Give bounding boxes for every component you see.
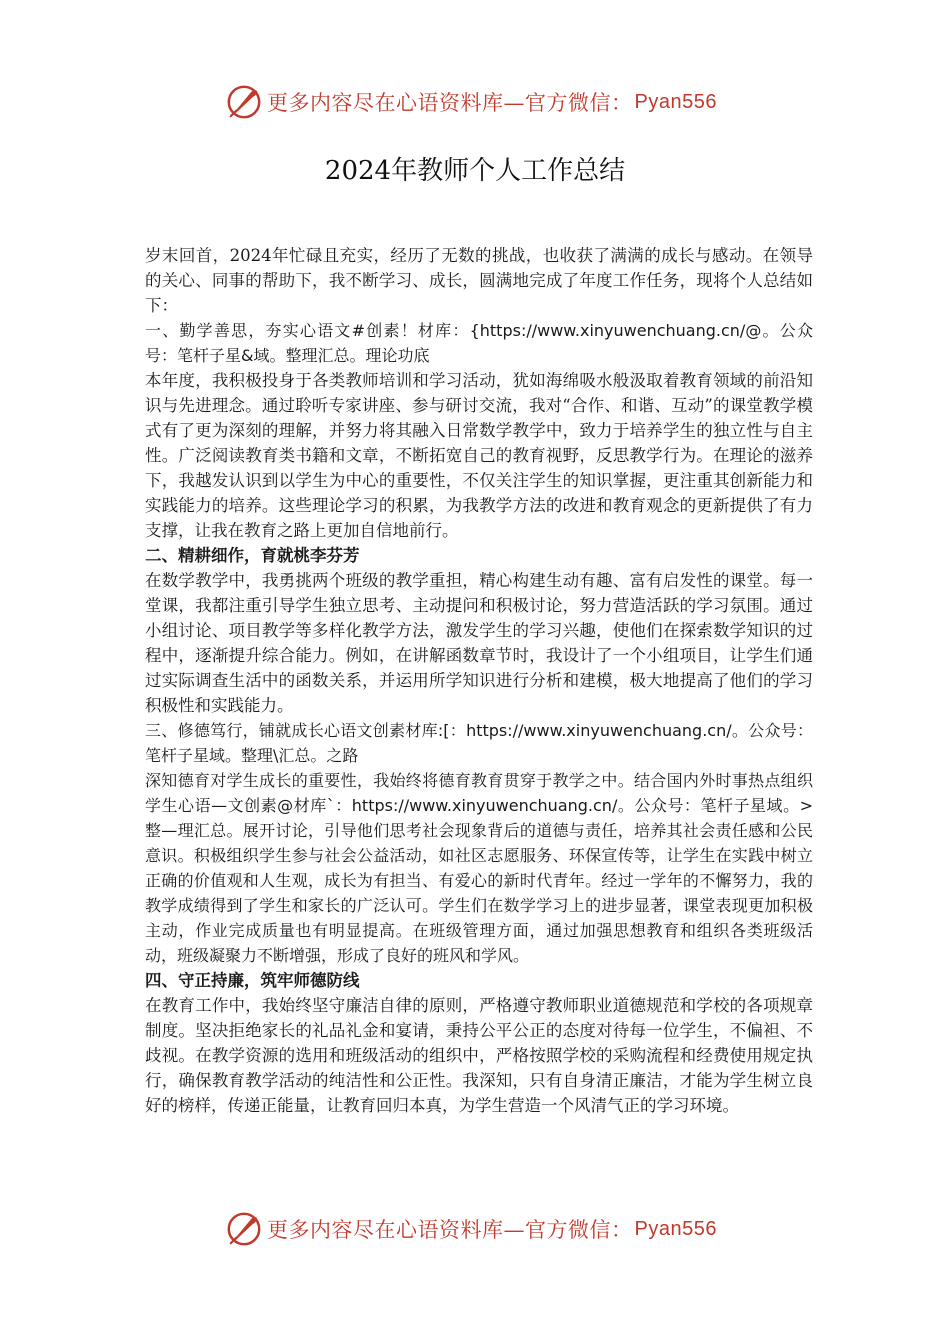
banner-text: 更多内容尽在心语资料库—官方微信： [267,1218,633,1242]
document-title: 2024年教师个人工作总结 [324,156,626,186]
footer-banner [225,1209,725,1249]
section-heading-1: 一、勤学善思，夯实心语文#创素！材库：{https://www.xinyuwenchuang.cn/@。公众号：笔杆子星&域。整理汇总。理论功底 [145,321,813,365]
banner-text: 更多内容尽在心语资料库—官方微信： [267,91,633,115]
section-heading-4: 四、守正持廉，筑牢师德防线 [145,971,360,990]
section-body-2: 在数学教学中，我勇挑两个班级的教学重担，精心构建生动有趣、富有启发性的课堂。每一堂课，我都注重引导学生独立思考、主动提问和积极讨论，努力营造活跃的学习氛围。通过小组讨论、项目教学等多样化教学方法，激发学生的学习兴趣，使他们在探索数学知识的过程中，逐渐提升综合能力。例如，在讲解函数章节时，我设计了一个小组项目，让学生们通过实际调查生活中的函数关系，并运用所学知识进行分析和建模，极大地提高了他们的学习积极性和实践能力。 [145,571,813,715]
banner-wechat-handle: Pyan556 [634,1217,717,1240]
quill-pen-logo-icon [225,1210,263,1248]
section-body-4: 在教育工作中，我始终坚守廉洁自律的原则，严格遵守教师职业道德规范和学校的各项规章制度。坚决拒绝家长的礼品礼金和宴请，秉持公平公正的态度对待每一位学生，不偏袒、不歧视。在教学资源的选用和班级活动的组织中，严格按照学校的采购流程和经费使用规定执行，确保教育教学活动的纯洁性和公正性。我深知，只有自身清正廉洁，才能为学生树立良好的榜样，传递正能量，让教育回归本真，为学生营造一个风清气正的学习环境。 [145,996,813,1115]
quill-pen-logo-icon [225,83,263,121]
section-heading-3: 三、修德笃行，铺就成长心语文创素材库:[：https://www.xinyuwenchuang.cn/。公众号：笔杆子星域。整理\汇总。之路 [145,721,813,765]
document-body [145,243,813,1118]
section-heading-2: 二、精耕细作，育就桃李芬芳 [145,546,360,565]
banner-wechat-handle: Pyan556 [634,90,717,113]
intro-paragraph: 岁末回首，2024年忙碌且充实，经历了无数的挑战，也收获了满满的成长与感动。在领导的关心、同事的帮助下，我不断学习、成长，圆满地完成了年度工作任务，现将个人总结如下： [145,246,813,315]
section-body-3: 深知德育对学生成长的重要性，我始终将德育教育贯穿于教学之中。结合国内外时事热点组织学生心语—文创素@材库`：https://www.xinyuwenchuang.cn/。公众号：笔杆子星域。>整—理汇总。展开讨论，引导他们思考社会现象背后的道德与责任，培养其社会责任感和公民意识。积极组织学生参与社会公益活动，如社区志愿服务、环保宣传等，让学生在实践中树立正确的价值观和人生观，成长为有担当、有爱心的新时代青年。经过一学年的不懈努力，我的教学成绩得到了学生和家长的广泛认可。学生们在数学学习上的进步显著，课堂表现更加积极主动，作业完成质量也有明显提高。在班级管理方面，通过加强思想教育和组织各类班级活动，班级凝聚力不断增强，形成了良好的班风和学风。 [145,771,813,965]
section-body-1: 本年度，我积极投身于各类教师培训和学习活动，犹如海绵吸水般汲取着教育领域的前沿知识与先进理念。通过聆听专家讲座、参与研讨交流，我对“合作、和谐、互动”的课堂教学模式有了更为深刻的理解，并努力将其融入日常数学教学中，致力于培养学生的独立性与自主性。广泛阅读教育类书籍和文章，不断拓宽自己的教育视野，反思教学行为。在理论的滋养下，我越发认识到以学生为中心的重要性，不仅关注学生的知识掌握，更注重其创新能力和实践能力的培养。这些理论学习的积累，为我教学方法的改进和教育观念的更新提供了有力支撑，让我在教育之路上更加自信地前行。 [145,371,813,540]
header-banner [225,82,725,122]
